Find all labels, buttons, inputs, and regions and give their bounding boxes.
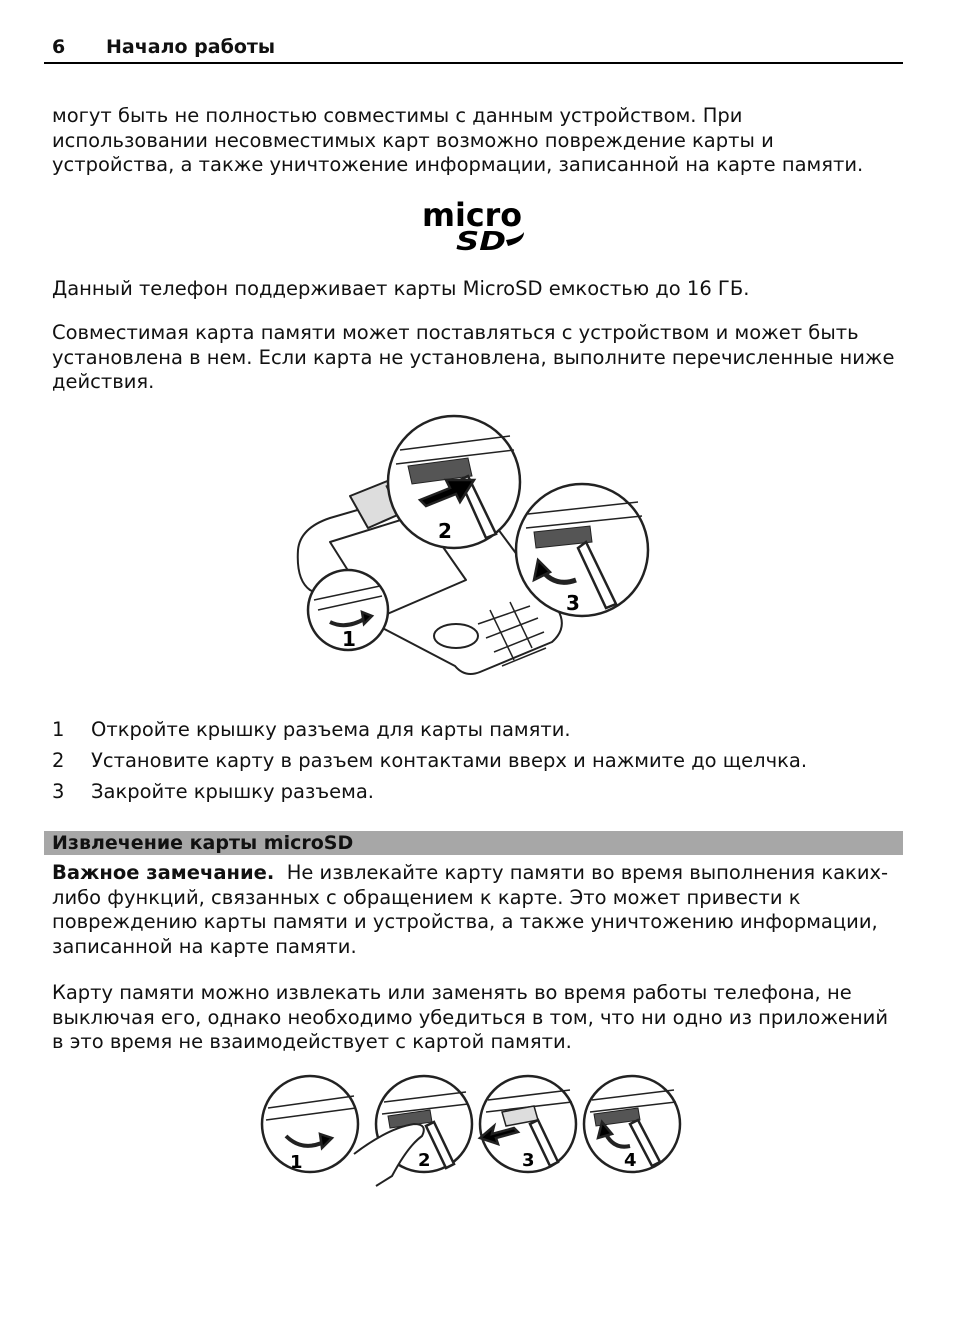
paragraph-hot-swap: Карту памяти можно извлекать или заменять во время работы телефона, не выключая его, однако необходимо убедиться в том, что ни одно из приложений в это время не взаимодействует с картой памяти. [52,981,889,1053]
callout-circle-3 [516,484,648,616]
install-steps-list [52,718,902,811]
removal-label-3: 3 [522,1150,535,1171]
step-text: Закройте крышку разъема. [91,780,375,803]
step-text: Установите карту в разъем контактами вверх и нажмите до щелчка. [91,749,808,772]
page-header [44,36,903,64]
paragraph-card-included: Совместимая карта памяти может поставляться с устройством и может быть установлена в нем. Если карта не установлена, выполните перечисленные ниже действия. [52,321,895,393]
removal-label-1: 1 [290,1152,303,1173]
section-heading [44,831,903,855]
card-removal-illustration [258,1072,688,1187]
callout-label-3: 3 [566,591,580,615]
removal-label-2: 2 [418,1150,431,1171]
list-item [52,718,902,749]
logo-text-micro: micro [422,196,522,234]
phone-navkey [434,624,478,648]
removal-step-circle-2 [354,1076,472,1186]
removal-step-circle-1 [262,1076,358,1172]
note-text: Не извлекайте карту памяти во время выполнения каких-либо функций, связанных с обращением к карте. Это может привести к повреждению карты памяти и устройства, а также уничтожению информации, записанной на карте памяти. [52,861,889,958]
callout-label-1: 1 [342,627,356,651]
removal-label-4: 4 [624,1150,637,1171]
step-text: Откройте крышку разъема для карты памяти. [91,718,571,741]
microsd-logo [420,196,528,254]
step-number: 3 [52,780,65,803]
logo-text-sd: SD [456,227,506,254]
list-item [52,780,902,811]
chapter-title: Начало работы [106,36,276,58]
important-note [52,861,902,959]
section-title: Извлечение карты microSD [52,832,354,854]
paragraph-compatibility: могут быть не полностью совместимы с данным устройством. При использовании несовместимых карт возможно повреждение карты и устройства, а также уничтожение информации, записанной на карте памяти. [52,104,864,176]
list-item [52,749,902,780]
callout-circle-2 [388,416,520,548]
note-label: Важное замечание. [52,861,275,884]
callout-label-2: 2 [438,519,452,543]
card-insert-illustration [290,410,660,680]
step-number: 2 [52,749,65,772]
step-number: 1 [52,718,65,741]
page-number: 6 [52,36,66,58]
paragraph-capacity: Данный телефон поддерживает карты MicroSD емкостью до 16 ГБ. [52,277,750,300]
